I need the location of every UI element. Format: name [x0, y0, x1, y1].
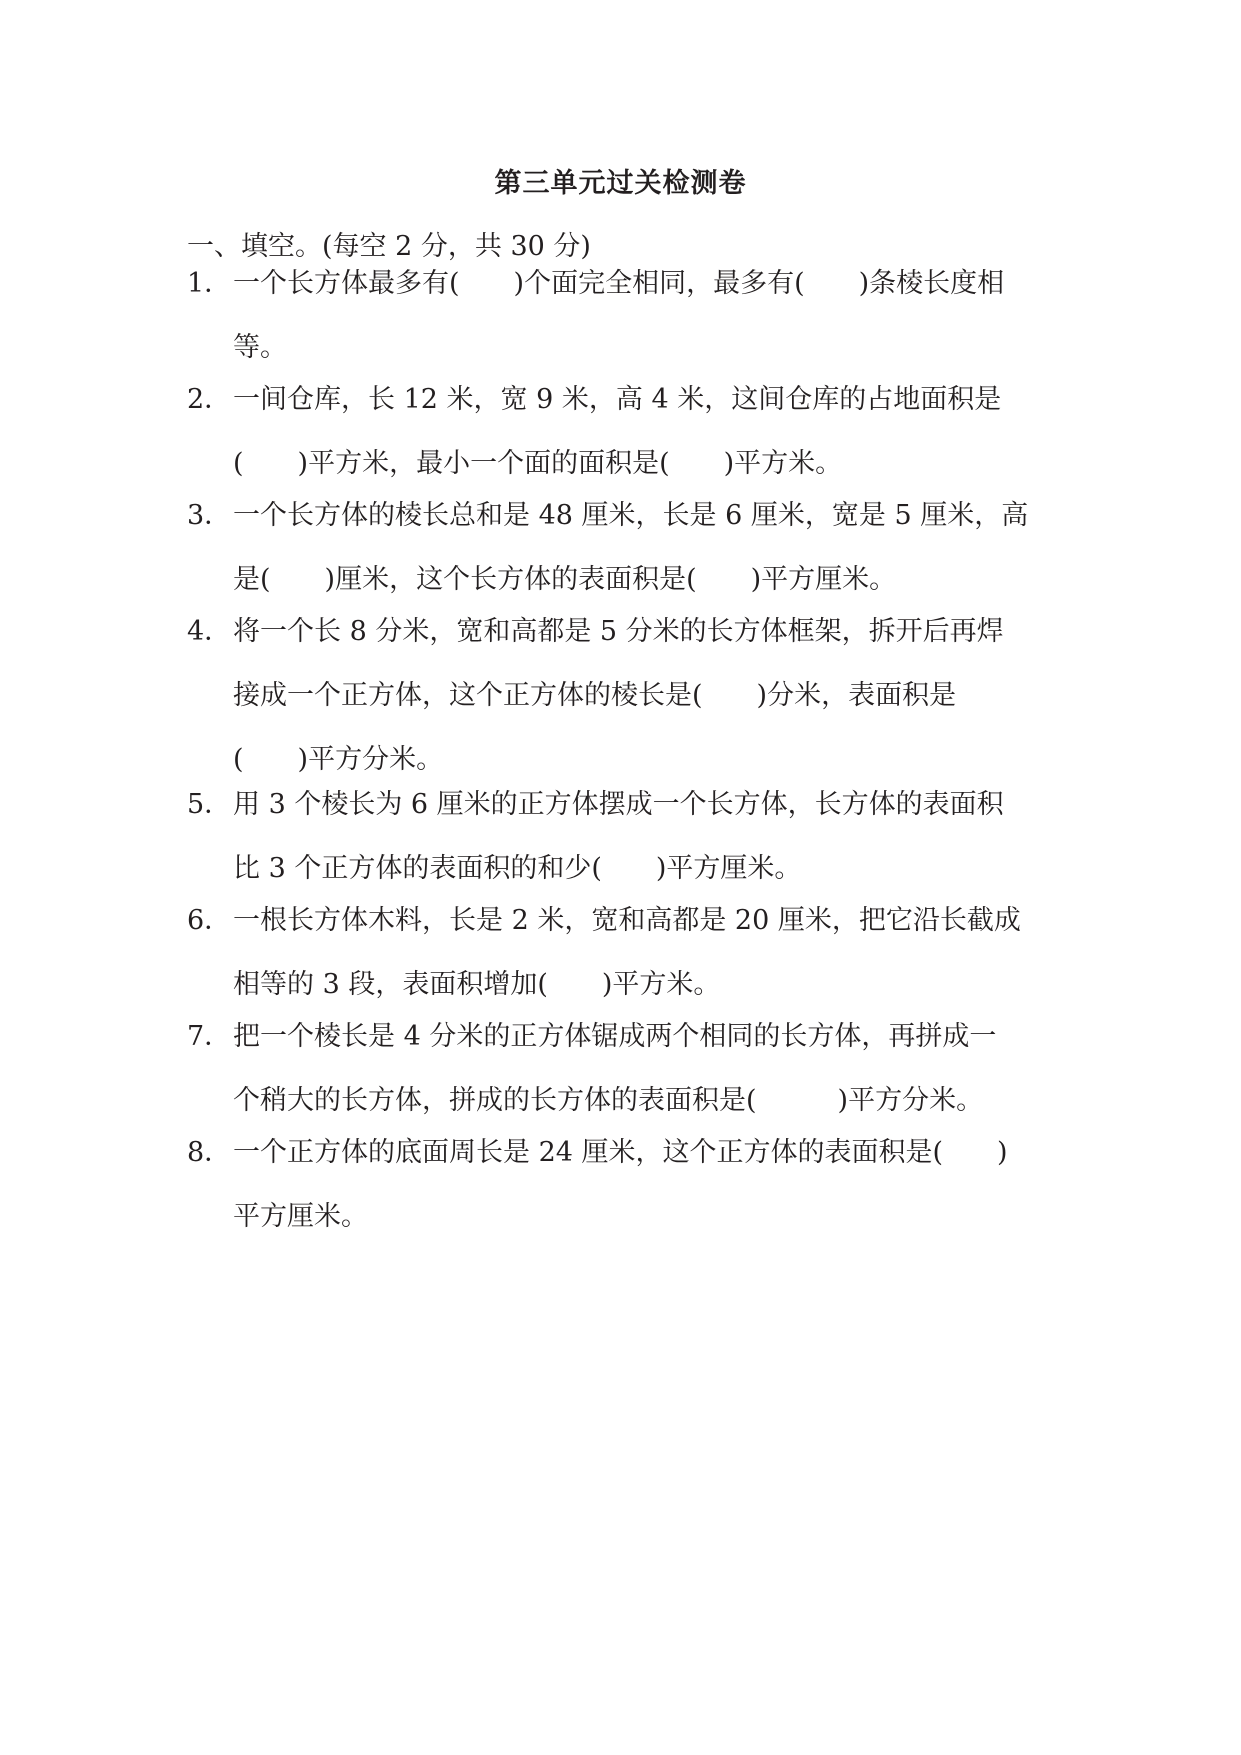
- question-text: 等。: [233, 332, 287, 363]
- question-text: 一间仓库，长 12 米，宽 9 米，高 4 米，这间仓库的占地面积是: [233, 384, 1002, 415]
- question-4: [187, 612, 1067, 804]
- question-text: 一个正方体的底面周长是 24 厘米，这个正方体的表面积是( ): [233, 1137, 1008, 1168]
- question-2: [187, 380, 1067, 508]
- page-title: 第三单元过关检测卷: [494, 168, 747, 199]
- question-text: 把一个棱长是 4 分米的正方体锯成两个相同的长方体，再拼成一: [233, 1021, 997, 1052]
- question-1: [187, 264, 1067, 392]
- question-number: 2．: [187, 384, 232, 415]
- question-text: 将一个长 8 分米，宽和高都是 5 分米的长方体框架，拆开后再焊: [233, 616, 1004, 647]
- question-number: 6．: [187, 905, 232, 936]
- question-text: 相等的 3 段，表面积增加( )平方米。: [233, 969, 721, 1000]
- question-8: [187, 1133, 1067, 1261]
- question-number: 3．: [187, 500, 232, 531]
- question-number: 5．: [187, 789, 232, 820]
- question-text: 个稍大的长方体，拼成的长方体的表面积是( )平方分米。: [233, 1085, 984, 1116]
- question-text: 一个长方体的棱长总和是 48 厘米，长是 6 厘米，宽是 5 厘米，高: [233, 500, 1029, 531]
- question-text: 一根长方体木料，长是 2 米，宽和高都是 20 厘米，把它沿长截成: [233, 905, 1021, 936]
- question-text: 是( )厘米，这个长方体的表面积是( )平方厘米。: [233, 564, 897, 595]
- section-heading: 一、填空。(每空 2 分，共 30 分): [187, 231, 591, 262]
- question-text: 接成一个正方体，这个正方体的棱长是( )分米，表面积是: [233, 680, 957, 711]
- question-text: 比 3 个正方体的表面积的和少( )平方厘米。: [233, 853, 802, 884]
- question-3: [187, 496, 1067, 624]
- question-text: 一个长方体最多有( )个面完全相同，最多有( )条棱长度相: [233, 268, 1005, 299]
- question-number: 1．: [187, 268, 232, 299]
- question-text: 用 3 个棱长为 6 厘米的正方体摆成一个长方体，长方体的表面积: [233, 789, 1004, 820]
- question-6: [187, 901, 1067, 1029]
- question-text: ( )平方米，最小一个面的面积是( )平方米。: [233, 448, 843, 479]
- question-number: 4．: [187, 616, 232, 647]
- question-number: 7．: [187, 1021, 232, 1052]
- question-text: ( )平方分米。: [233, 744, 444, 775]
- question-text: 平方厘米。: [233, 1201, 368, 1232]
- question-number: 8．: [187, 1137, 232, 1168]
- question-7: [187, 1017, 1067, 1145]
- question-5: [187, 785, 1067, 913]
